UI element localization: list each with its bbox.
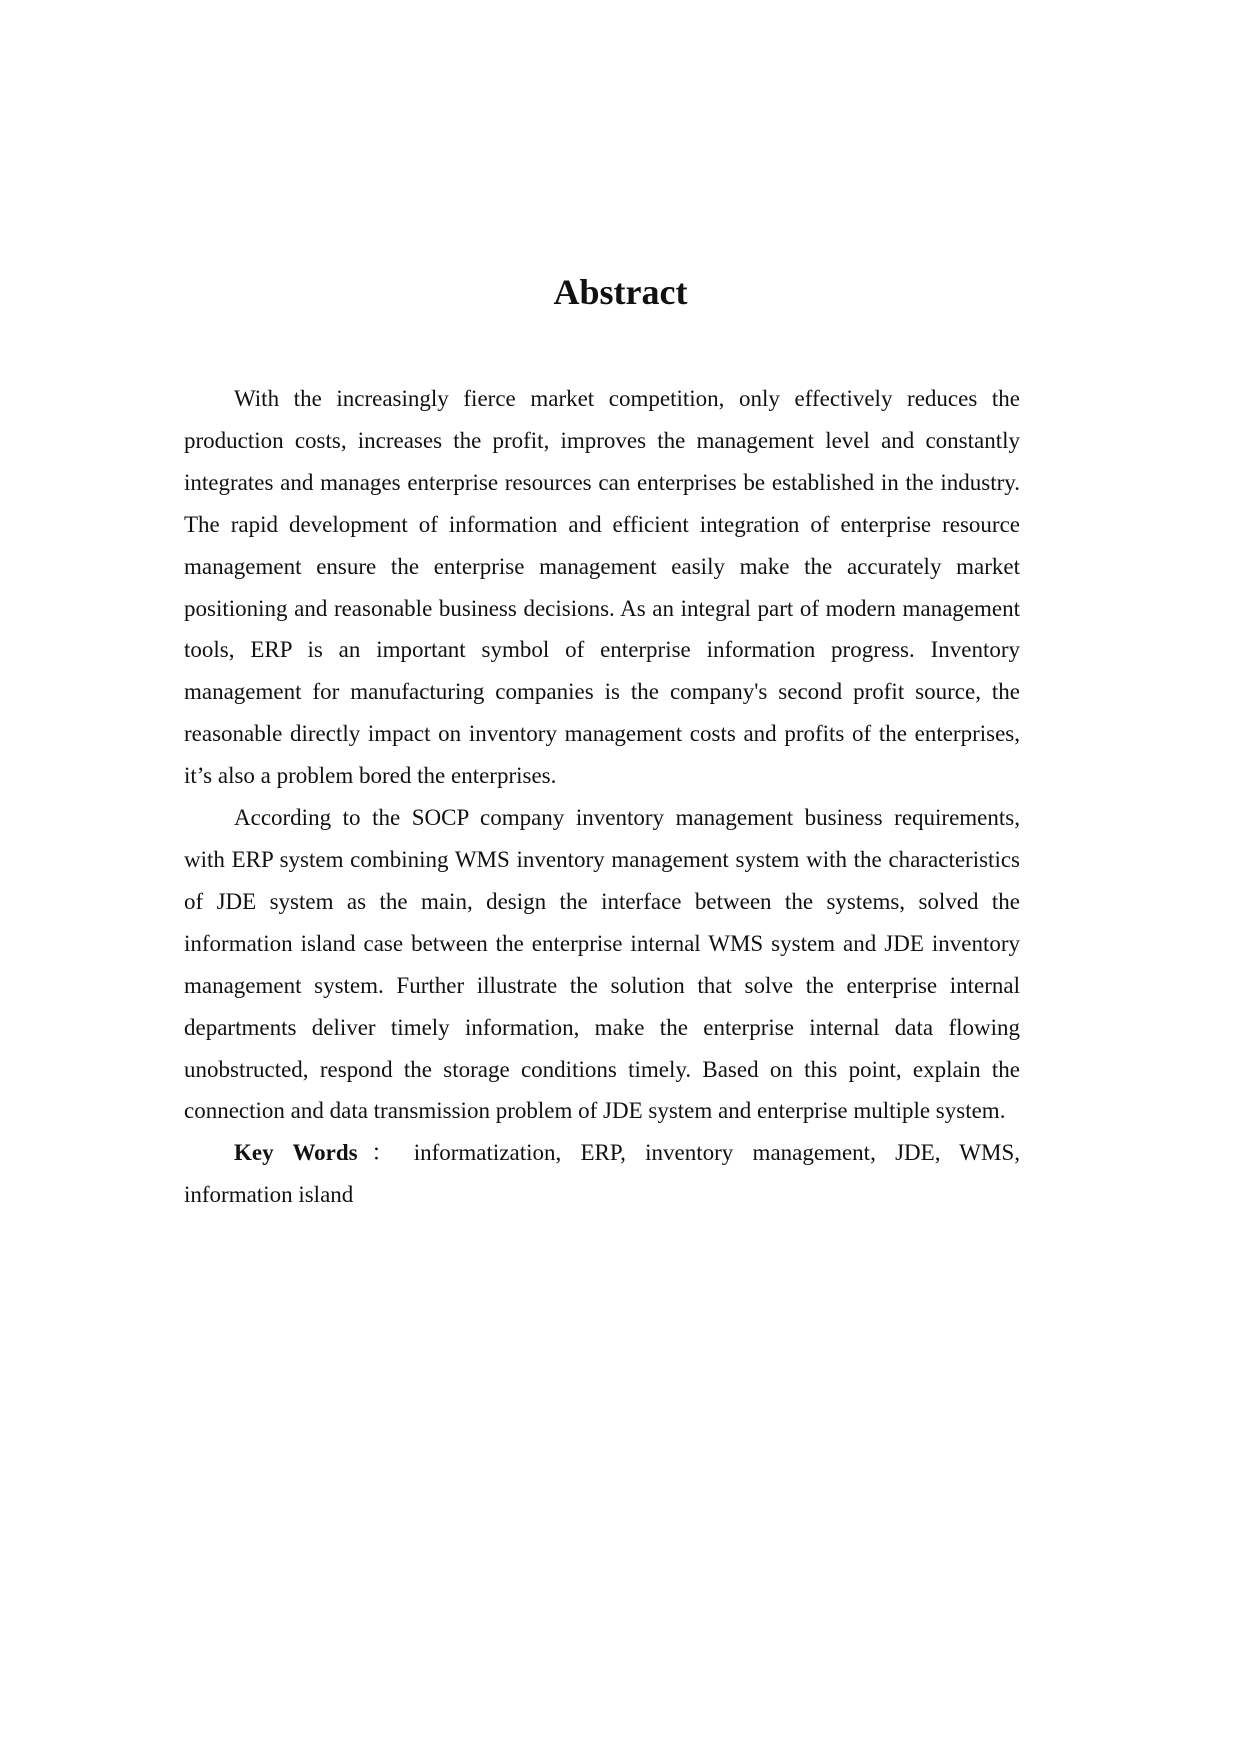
abstract-body	[184, 378, 1020, 1216]
abstract-title: Abstract	[553, 272, 688, 312]
keywords-separator: ：	[357, 1140, 408, 1166]
keywords-value: informatization, ERP, inventory management, JDE, WMS, information island	[184, 1140, 1020, 1208]
keywords-label: Key Words	[234, 1140, 358, 1166]
keywords-paragraph	[184, 1132, 1020, 1216]
abstract-paragraph-2: According to the SOCP company inventory management business requirements, with ERP system combining WMS inventory management system with the characteristics of JDE system as the main, design the interface between the systems, solved the information island case between the enterprise internal WMS system and JDE inventory management system. Further illustrate the solution that solve the enterprise internal departments deliver timely information, make the enterprise internal data flowing unobstructed, respond the storage conditions timely. Based on this point, explain the connection and data transmission problem of JDE system and enterprise multiple system.	[184, 805, 1020, 1124]
abstract-paragraph-1: With the increasingly fierce market competition, only effectively reduces the production costs, increases the profit, improves the management level and constantly integrates and manages enterprise resources can enterprises be established in the industry. The rapid development of information and efficient integration of enterprise resource management ensure the enterprise management easily make the accurately market positioning and reasonable business decisions. As an integral part of modern management tools, ERP is an important symbol of enterprise information progress. Inventory management for manufacturing companies is the company's second profit source, the reasonable directly impact on inventory management costs and profits of the enterprises, it’s also a problem bored the enterprises.	[184, 386, 1020, 789]
